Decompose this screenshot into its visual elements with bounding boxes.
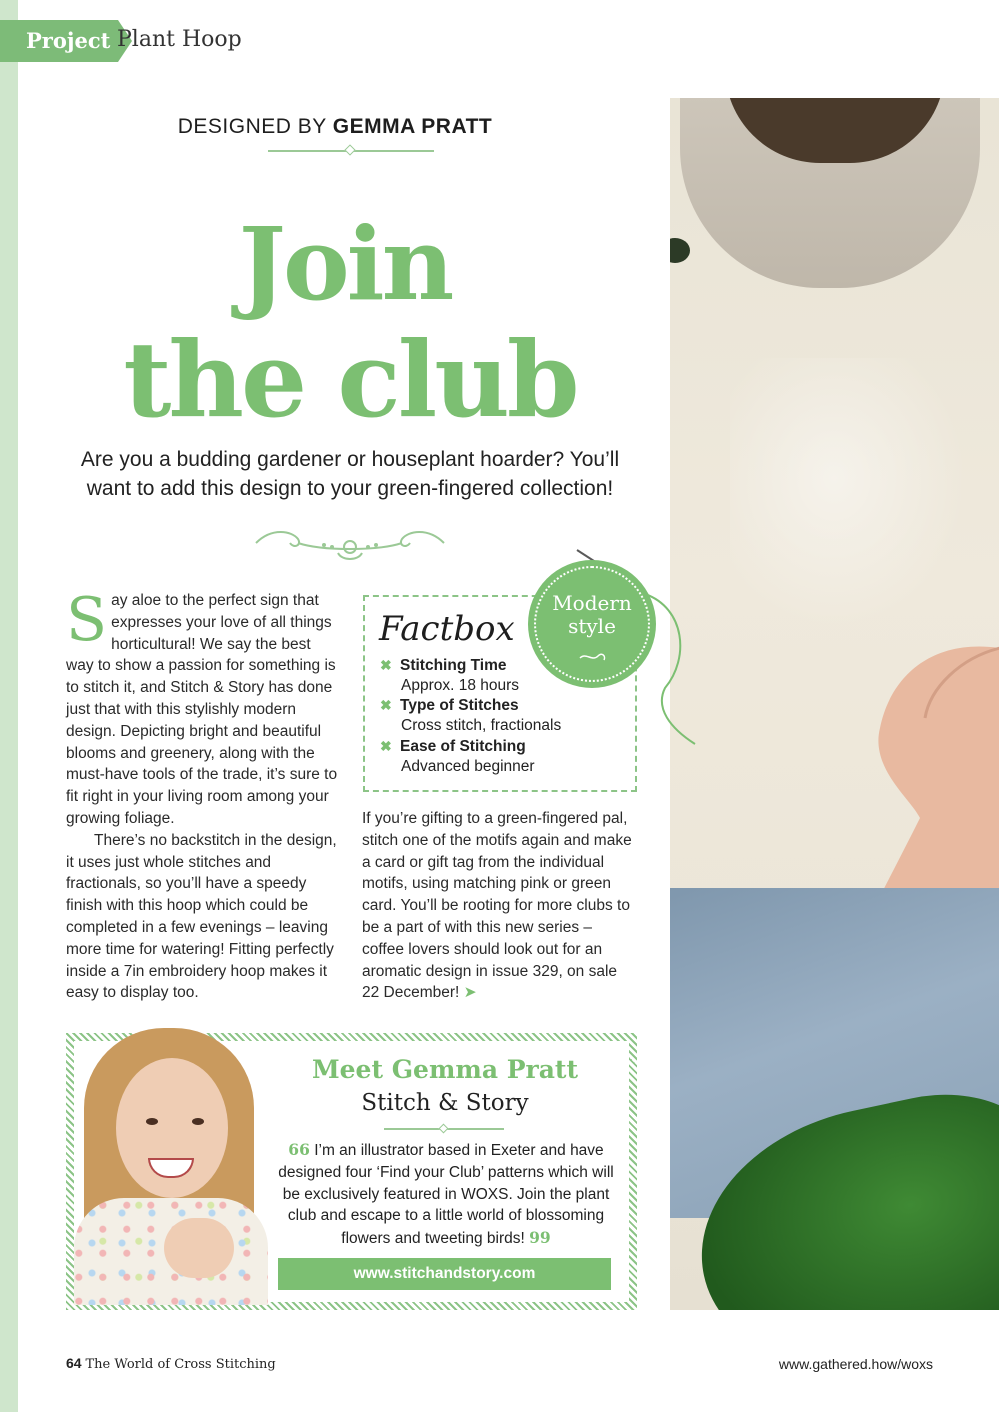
fact-label: Type of Stitches	[400, 697, 519, 714]
byline-diamond	[344, 144, 355, 155]
fact-label: Stitching Time	[400, 657, 507, 674]
meet-organisation: Stitch & Story	[361, 1090, 529, 1116]
section-label: Project	[26, 28, 111, 53]
body-paragraph-2: There’s no backstitch in the design, it uses just whole stitches and fractionals, so you’ll have a speedy finish with this hoop which could be completed in a few evenings – leaving more time for watering! Fitting perfectly inside a 7in embroidery hoop makes it easy to display too.	[66, 831, 337, 1002]
factbox-title: Factbox	[379, 609, 515, 649]
fact-item	[380, 697, 519, 715]
body-paragraph-1	[66, 585, 338, 830]
paragraph-3-text: If you’re gifting to a green-fingered pal, stitch one of the motifs again and make a card or gift tag from the individual motifs, using matching pink or green card. You’ll be rooting for more clubs to be a part of with this new series – coffee lovers should look out for an aromatic design in issue 329, on sale 22 December!	[362, 810, 632, 1002]
drop-cap: S	[66, 585, 108, 655]
modern-style-badge	[528, 560, 656, 688]
fact-value: Advanced beginner	[401, 758, 535, 775]
flourish-ornament-icon	[252, 523, 448, 563]
badge-line-1: Modern	[552, 591, 632, 615]
factbox-bullet-icon: ✖	[380, 697, 392, 713]
fact-value: Cross stitch, fractionals	[401, 717, 562, 734]
portrait-eye	[146, 1118, 158, 1125]
designer-quote	[276, 1139, 616, 1250]
fact-item	[380, 657, 507, 675]
designer-url-bar[interactable]	[278, 1258, 611, 1290]
standfirst: Are you a budding gardener or houseplant hoarder? You’ll want to add this design to your green-fingered collection!	[80, 448, 620, 500]
headline-line-1: Join	[238, 205, 452, 323]
portrait-hands	[164, 1218, 234, 1278]
section-tab	[0, 20, 118, 62]
designer-portrait	[74, 1018, 268, 1305]
portrait-eye	[192, 1118, 204, 1125]
quote-open-icon: 66	[288, 1140, 310, 1159]
quote-text: I’m an illustrator based in Exeter and have designed four ‘Find your Club’ patterns which will be exclusively featured in WOXS. Join the plant club and escape to a little world of blossoming flowers and tweeting birds!	[278, 1142, 614, 1248]
fact-value: Approx. 18 hours	[401, 677, 520, 694]
fact-label: Ease of Stitching	[400, 738, 526, 755]
body-paragraph-3	[362, 808, 636, 1004]
badge-curl-icon	[578, 650, 608, 664]
body-column-left	[66, 585, 338, 1004]
paragraph-1-text: ay aloe to the perfect sign that expresses your love of all things horticultural! We say the best way to show a passion for something is to stitch it, and Stitch & Story has done just that with this stylishly modern design. Depicting bright and beautiful blooms and greenery, along with the must-have tools of the trade, it’s sure to fit right in your living room among your growing foliage.	[66, 592, 338, 827]
designer-url-link[interactable]: www.stitchandstory.com	[353, 1265, 536, 1282]
fact-item	[380, 738, 526, 756]
factbox-bullet-icon: ✖	[380, 738, 392, 754]
quote-close-icon: 99	[529, 1228, 551, 1248]
footer-website-link[interactable]: www.gathered.how/woxs	[778, 1356, 933, 1372]
page-number: 64	[66, 1355, 82, 1371]
end-arrow-icon: ➤	[463, 984, 477, 1002]
badge-text	[528, 592, 656, 638]
subsection-label: Plant Hoop	[117, 27, 242, 52]
project-photo	[670, 98, 999, 1310]
badge-line-2: style	[568, 614, 616, 638]
designer-byline	[0, 115, 670, 139]
byline-name: GEMMA PRATT	[332, 115, 493, 138]
footer-left	[66, 1355, 276, 1372]
headline-line-2: the club	[123, 318, 577, 441]
publication-name: The World of Cross Stitching	[85, 1357, 276, 1372]
meet-title: Meet Gemma Pratt	[311, 1055, 579, 1084]
body-column-right	[362, 808, 636, 1004]
byline-prefix: DESIGNED BY	[177, 115, 327, 138]
factbox-bullet-icon: ✖	[380, 657, 392, 673]
